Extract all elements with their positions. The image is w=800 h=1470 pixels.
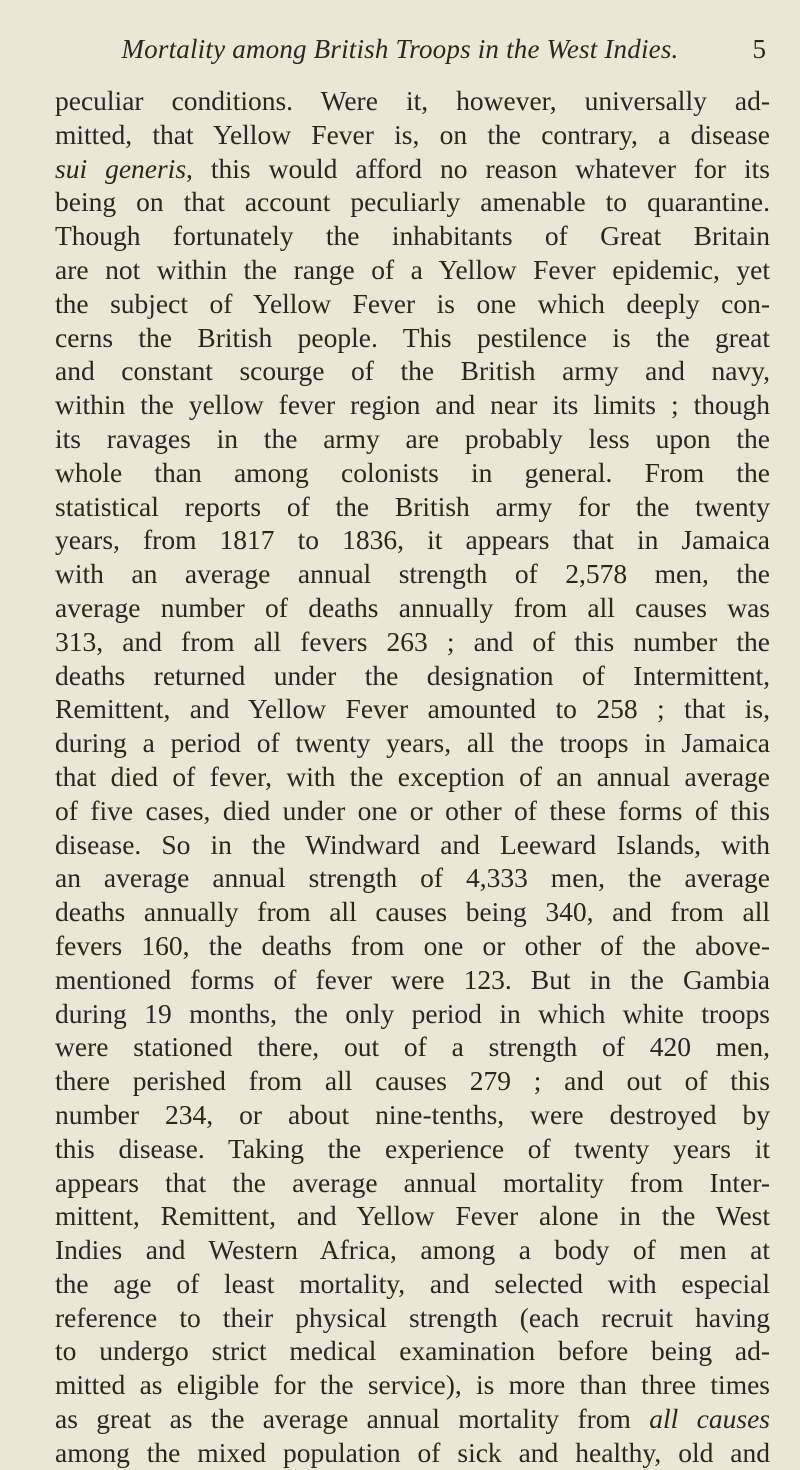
italic-text: all causes [649, 1403, 770, 1435]
text-segment: statistical reports of the British army for the twenty [55, 490, 770, 522]
text-segment: among the mixed population of sick and healthy, old and [55, 1436, 770, 1468]
text-segment: average number of deaths annually from all causes was [55, 591, 770, 623]
text-line [55, 692, 770, 726]
text-segment: that died of fever, with the exception of an annual average [55, 760, 770, 792]
text-line [55, 1368, 770, 1402]
text-line [55, 388, 770, 422]
text-line [55, 152, 770, 186]
text-line [55, 287, 770, 321]
text-segment: within the yellow fever region and near its limits ; though [55, 389, 770, 421]
text-segment: disease. So in the Windward and Leeward Islands, with [55, 828, 770, 860]
text-segment: during a period of twenty years, all the troops in Jamaica [55, 727, 770, 759]
text-line [55, 219, 770, 253]
text-line [55, 794, 770, 828]
text-segment: Indies and Western Africa, among a body of men at [55, 1234, 770, 1266]
text-line [55, 1199, 770, 1233]
text-line [55, 456, 770, 490]
text-line [55, 1267, 770, 1301]
text-line [55, 861, 770, 895]
text-line [55, 1301, 770, 1335]
text-line [55, 591, 770, 625]
text-segment: and constant scourge of the British army and navy, [55, 355, 770, 387]
text-segment: deaths returned under the designation of Intermittent, [55, 659, 770, 691]
text-line [55, 1098, 770, 1132]
text-line [55, 659, 770, 693]
text-line [55, 929, 770, 963]
text-segment: reference to their physical strength (each recruit having [55, 1301, 770, 1333]
text-segment: number 234, or about nine-tenths, were destroyed by [55, 1098, 770, 1130]
text-segment: the age of least mortality, and selected with especial [55, 1267, 770, 1299]
text-line [55, 828, 770, 862]
text-line [55, 625, 770, 659]
text-line [55, 84, 770, 118]
text-line [55, 726, 770, 760]
text-line [55, 1334, 770, 1368]
text-segment: peculiar conditions. Were it, however, universally ad- [55, 85, 770, 116]
text-segment: the subject of Yellow Fever is one which deeply con- [55, 287, 770, 319]
text-segment: its ravages in the army are probably less upon the [55, 422, 770, 454]
text-segment: Though fortunately the inhabitants of Great Britain [55, 220, 770, 252]
text-line [55, 523, 770, 557]
text-segment: fevers 160, the deaths from one or other of the above- [55, 929, 770, 961]
text-segment: 313, and from all fevers 263 ; and of this number the [55, 625, 770, 657]
text-line [55, 354, 770, 388]
text-segment: whole than among colonists in general. From the [55, 456, 770, 488]
text-line [55, 1132, 770, 1166]
text-segment: there perished from all causes 279 ; and out of this [55, 1065, 770, 1097]
body-paragraph [55, 84, 770, 1470]
text-segment: are not within the range of a Yellow Fever epidemic, yet [55, 253, 770, 285]
text-segment: mitted as eligible for the service), is more than three times [55, 1369, 770, 1401]
text-segment: deaths annually from all causes being 340, and from all [55, 896, 770, 928]
text-segment: an average annual strength of 4,333 men, the average [55, 862, 770, 894]
text-segment: during 19 months, the only period in which white troops [55, 997, 770, 1029]
text-line [55, 963, 770, 997]
text-segment: cerns the British people. This pestilence is the great [55, 321, 770, 353]
text-line [55, 557, 770, 591]
text-segment: of five cases, died under one or other of these forms of this [55, 794, 770, 826]
text-segment: mitted, that Yellow Fever is, on the contrary, a disease [55, 118, 770, 150]
text-segment: appears that the average annual mortality from Inter- [55, 1166, 770, 1198]
text-segment: with an average annual strength of 2,578 men, the [55, 558, 770, 590]
text-line [55, 1030, 770, 1064]
text-segment: , this would afford no reason whatever for its [186, 152, 770, 184]
text-line [55, 760, 770, 794]
text-line [55, 253, 770, 287]
running-title: Mortality among British Troops in the West Indies. [121, 34, 679, 64]
text-line [55, 895, 770, 929]
text-line [55, 321, 770, 355]
text-segment: mittent, Remittent, and Yellow Fever alone in the West [55, 1200, 770, 1232]
text-segment: this disease. Taking the experience of twenty years it [55, 1132, 770, 1164]
page-number: 5 [752, 34, 766, 64]
text-segment: as great as the average annual mortality from [55, 1403, 650, 1435]
text-segment: years, from 1817 to 1836, it appears that in Jamaica [55, 524, 770, 556]
text-line [55, 490, 770, 524]
italic-text: sui generis [55, 152, 187, 184]
text-segment: Remittent, and Yellow Fever amounted to 258 ; that is, [55, 693, 770, 725]
text-line [55, 118, 770, 152]
text-line [55, 1064, 770, 1098]
text-line [55, 422, 770, 456]
text-line [55, 1233, 770, 1267]
text-line [55, 1436, 770, 1470]
text-line [55, 1166, 770, 1200]
text-segment: mentioned forms of fever were 123. But in the Gambia [55, 963, 770, 995]
text-segment: were stationed there, out of a strength of 420 men, [55, 1031, 770, 1063]
text-line [55, 1402, 770, 1436]
text-line [55, 185, 770, 219]
text-segment: being on that account peculiarly amenable to quarantine. [55, 186, 770, 218]
text-line [55, 997, 770, 1031]
text-segment: to undergo strict medical examination before being ad- [55, 1335, 770, 1367]
